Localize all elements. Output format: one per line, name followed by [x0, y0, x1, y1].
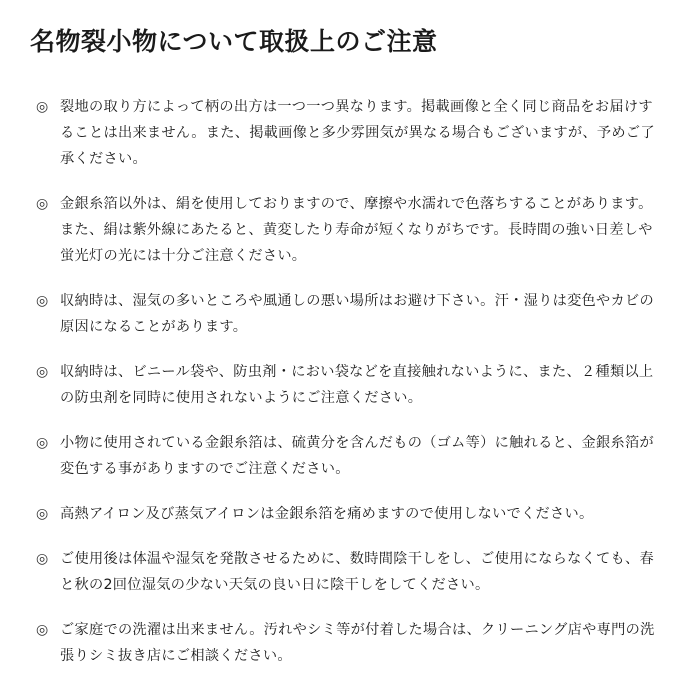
notice-item [30, 191, 660, 269]
notice-list [30, 94, 660, 688]
page-title: 名物裂小物について取扱上のご注意 [30, 27, 438, 56]
bullet-icon: ◎ [36, 506, 49, 522]
bullet-icon: ◎ [36, 364, 49, 380]
notice-text: ご使用後は体温や湿気を発散させるために、数時間陰干しをし、ご使用にならなくても、春と秋の2回位湿気の少ない天気の良い日に陰干しをしてください。 [60, 551, 654, 593]
notice-text: 収納時は、ビニール袋や、防虫剤・におい袋などを直接触れないように、また、２種類以上の防虫剤を同時に使用されないようにご注意ください。 [60, 364, 654, 406]
bullet-icon: ◎ [36, 622, 49, 638]
bullet-icon: ◎ [36, 196, 49, 212]
notice-item [30, 94, 660, 172]
bullet-icon: ◎ [36, 293, 49, 309]
notice-text: 裂地の取り方によって柄の出方は一つ一つ異なります。掲載画像と全く同じ商品をお届けすることは出来ません。また、掲載画像と多少雰囲気が異なる場合もございますが、予めご了承ください。 [60, 99, 655, 167]
notice-item [30, 430, 660, 482]
notice-text: 金銀糸箔以外は、絹を使用しておりますので、摩擦や水濡れで色落ちすることがあります。また、絹は紫外線にあたると、黄変したり寿命が短くなりがちです。長時間の強い日差しや蛍光灯の光には十分ご注意ください。 [60, 196, 653, 264]
notice-item [30, 359, 660, 411]
bullet-icon: ◎ [36, 551, 49, 567]
notice-item [30, 617, 660, 669]
notice-item [30, 501, 660, 527]
bullet-icon: ◎ [36, 99, 49, 115]
notice-item [30, 288, 660, 340]
notice-text: 収納時は、湿気の多いところや風通しの悪い場所はお避け下さい。汗・湿りは変色やカビの原因になることがあります。 [60, 293, 654, 335]
notice-item [30, 546, 660, 598]
notice-text: 小物に使用されている金銀糸箔は、硫黄分を含んだもの（ゴム等）に触れると、金銀糸箔が変色する事がありますのでご注意ください。 [60, 435, 654, 477]
notice-text: ご家庭での洗濯は出来ません。汚れやシミ等が付着した場合は、クリーニング店や専門の洗張りシミ抜き店にご相談ください。 [60, 622, 655, 664]
notice-text: 高熱アイロン及び蒸気アイロンは金銀糸箔を痛めますので使用しないでください。 [60, 506, 594, 522]
bullet-icon: ◎ [36, 435, 49, 451]
